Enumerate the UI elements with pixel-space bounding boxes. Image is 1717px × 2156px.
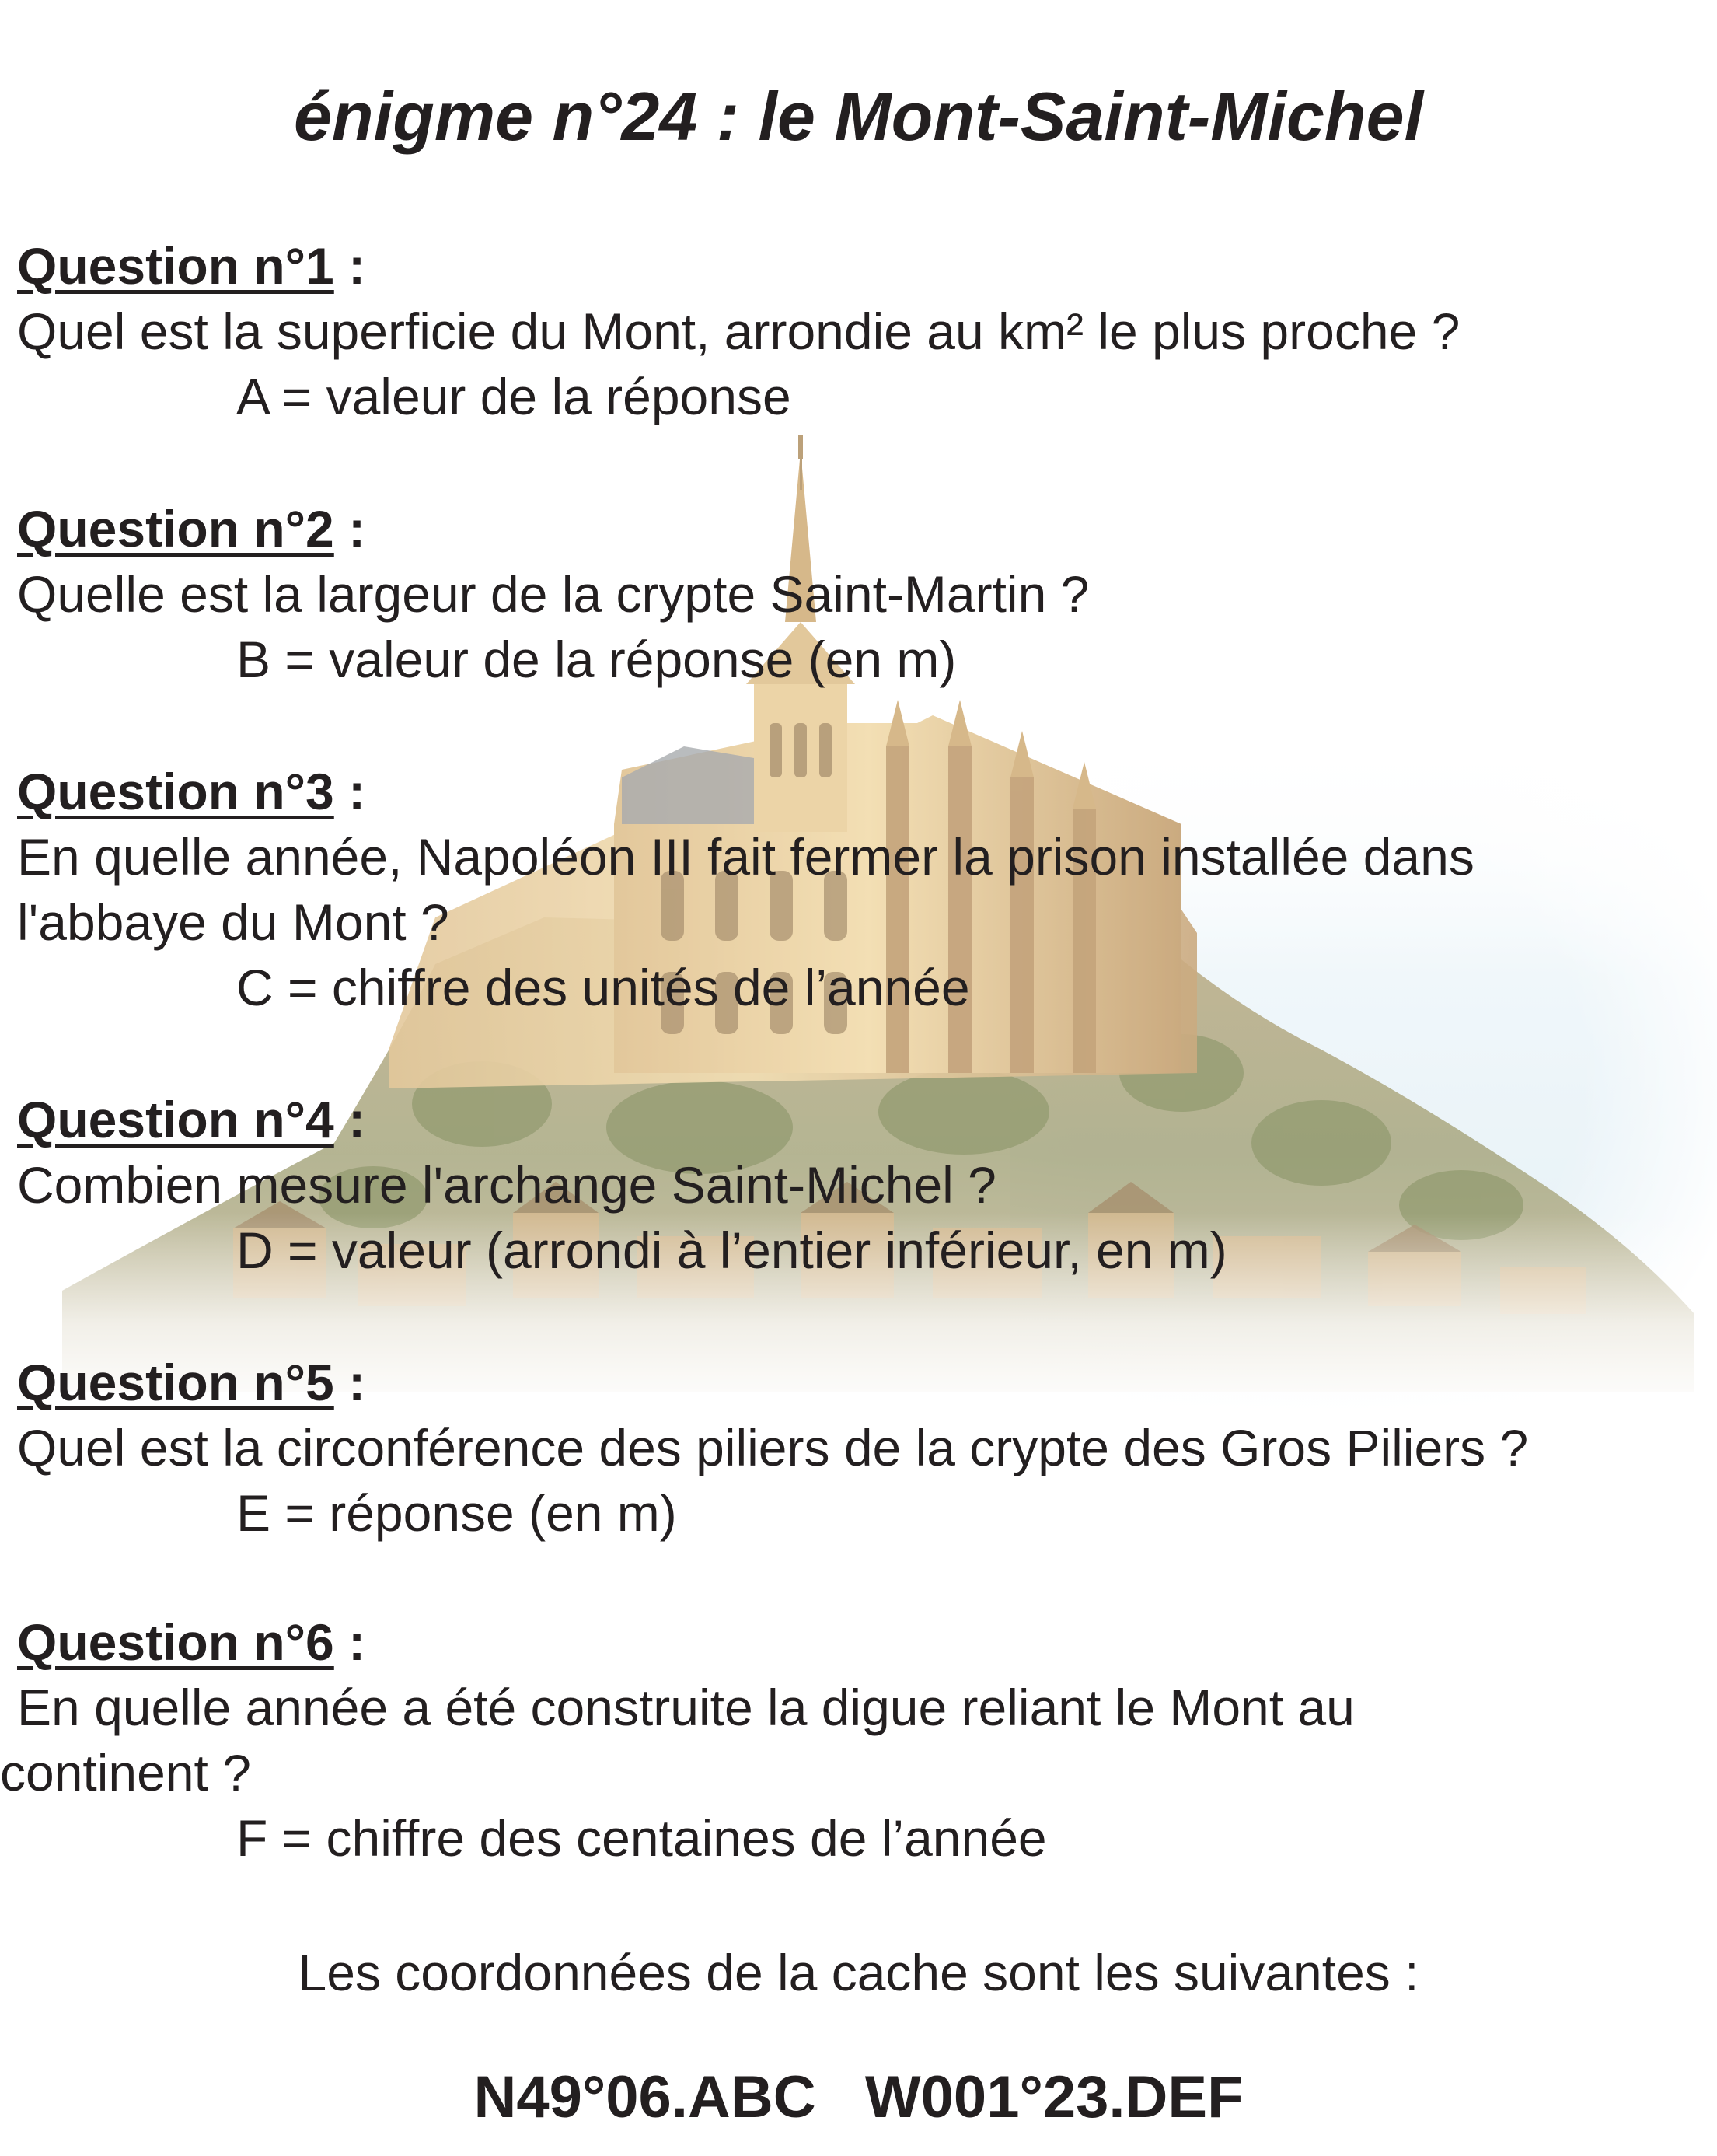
coordinates-intro: Les coordonnées de la cache sont les suivantes : <box>298 1944 1419 2001</box>
question-label: Question n°3 <box>17 763 334 820</box>
question-label: Question n°6 <box>17 1613 334 1671</box>
question-text: Quelle est la largeur de la crypte Saint-Martin ? <box>17 565 1090 623</box>
question-2 <box>17 496 1704 692</box>
answer-variable: A = valeur de la réponse <box>236 368 791 425</box>
question-3 <box>17 759 1704 1020</box>
question-heading <box>17 496 1704 561</box>
answer-variable: F = chiffre des centaines de l’année <box>236 1809 1047 1867</box>
cache-coordinates: N49°06.ABC W001°23.DEF <box>473 2064 1244 2130</box>
question-heading <box>17 1609 1704 1675</box>
question-text-line-1: En quelle année, Napoléon III fait fermer la prison installée dans <box>17 828 1474 886</box>
question-colon: : <box>333 1354 366 1411</box>
page-title: énigme n°24 : le Mont-Saint-Michel <box>293 78 1424 155</box>
question-text: Quel est la superficie du Mont, arrondie au km² le plus proche ? <box>17 302 1460 360</box>
question-1 <box>17 233 1704 429</box>
question-colon: : <box>333 763 366 820</box>
question-4 <box>17 1087 1704 1283</box>
answer-variable: B = valeur de la réponse (en m) <box>236 631 957 688</box>
answer-variable: C = chiffre des unités de l’année <box>236 959 970 1016</box>
question-heading <box>17 1087 1704 1152</box>
question-colon: : <box>333 1091 366 1148</box>
question-heading <box>17 759 1704 824</box>
question-heading <box>17 1350 1704 1415</box>
question-6 <box>0 1609 1704 1871</box>
answer-variable: E = réponse (en m) <box>236 1484 677 1542</box>
question-label: Question n°5 <box>17 1354 334 1411</box>
question-heading <box>17 233 1704 299</box>
answer-variable: D = valeur (arrondi à l’entier inférieur, en m) <box>236 1221 1227 1279</box>
question-5 <box>17 1350 1704 1546</box>
question-colon: : <box>333 1613 366 1671</box>
question-text: Combien mesure l'archange Saint-Michel ? <box>17 1156 996 1214</box>
question-label: Question n°1 <box>17 237 334 295</box>
question-text-line-2: continent ? <box>0 1744 251 1801</box>
question-colon: : <box>333 500 366 557</box>
question-text-line-2: l'abbaye du Mont ? <box>17 893 449 951</box>
question-text: Quel est la circonférence des piliers de la crypte des Gros Piliers ? <box>17 1419 1529 1476</box>
question-label: Question n°4 <box>17 1091 334 1148</box>
question-text-line-1: En quelle année a été construite la digue reliant le Mont au <box>17 1679 1355 1736</box>
question-colon: : <box>333 237 366 295</box>
question-label: Question n°2 <box>17 500 334 557</box>
